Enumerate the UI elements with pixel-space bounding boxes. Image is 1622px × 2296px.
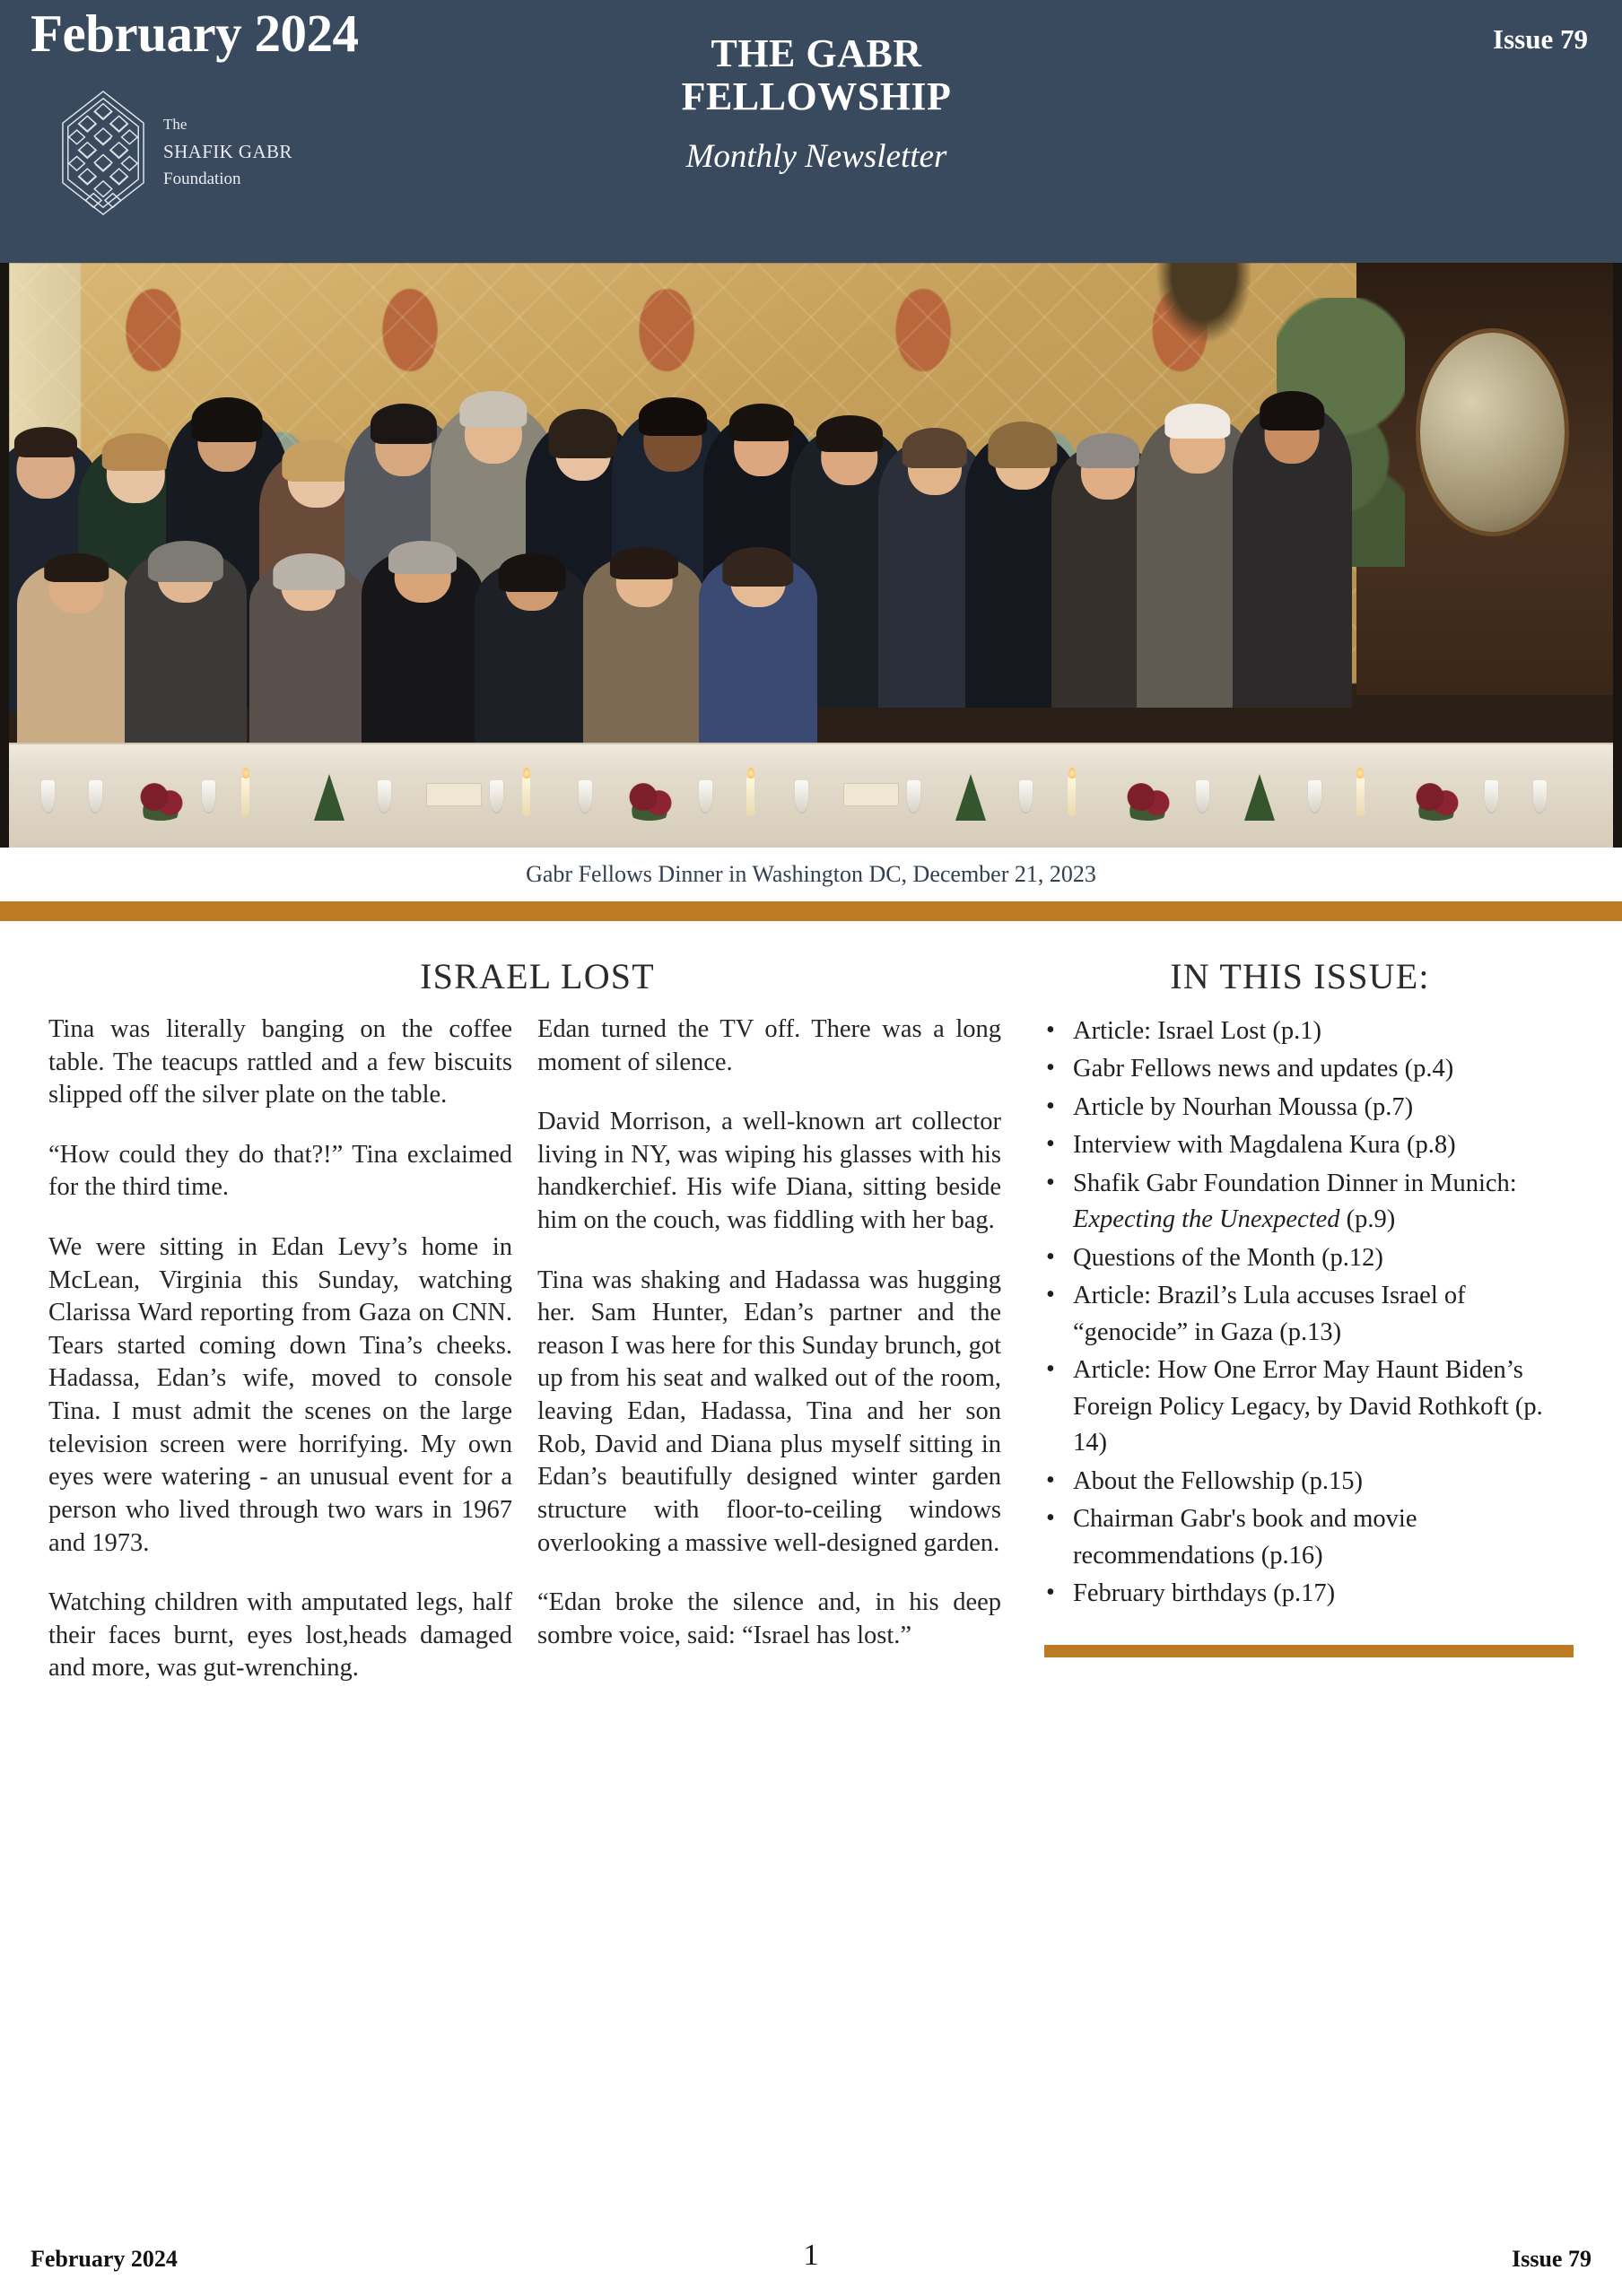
banquet-table	[9, 743, 1613, 848]
hexagonal-lattice-logo-icon	[54, 88, 153, 218]
paragraph: “Edan broke the silence and, in his deep sombre voice, said: “Israel has lost.”	[537, 1588, 1001, 1649]
attendee-standing	[1233, 404, 1351, 708]
list-item[interactable]: • Article by Nourhan Moussa (p.7)	[1035, 1090, 1574, 1126]
paragraph: Tina was shaking and Hadassa was hugging her. Sam Hunter, Edan’s partner and the reason I was here for this Sunday brunch, got up from his seat and walked out of the room, leaving Edan, Hadassa, Tina and her son Rob, David and Diana plus myself sitting in Edan’s beautifully designed winter garden structure with floor-to-ceiling windows overlooking a massive well-designed garden.	[537, 1265, 1001, 1557]
list-item[interactable]: • Questions of the Month (p.12)	[1035, 1240, 1574, 1276]
paragraph: We were sitting in Edan Levy’s home in McLean, Virginia this Sunday, watching Clarissa Ward reporting from Gaza on CNN. Tears started coming down Tina’s cheeks. Hadassa, Edan’s wife, moved to console Tina. I must admit the scenes on the large television screen were horrifying. My own eyes were watering - an unusual event for a person who lived through two wars in 1967 and 1973.	[48, 1233, 512, 1557]
footer-page-number: 1	[803, 2239, 819, 2272]
list-item-pre: Shafik Gabr Foundation Dinner in Munich:	[1073, 1169, 1517, 1197]
paragraph: Tina was literally banging on the coffee table. The teacups rattled and a few biscuits slipped off the silver plate on the table.	[48, 1015, 512, 1109]
list-item[interactable]: • Chairman Gabr's book and movie recommendations (p.16)	[1035, 1501, 1574, 1574]
list-item-post: (p.9)	[1339, 1205, 1396, 1234]
foundation-logo	[54, 88, 292, 218]
paragraph: David Morrison, a well-known art collector living in NY, was wiping his glasses with his handkerchief. His wife Diana, sitting beside him on the couch, was fiddling with her bag.	[537, 1108, 1001, 1235]
list-item-italic-title: Expecting the Unexpected	[1073, 1205, 1340, 1234]
paragraph: “How could they do that?!” Tina exclaimed for the third time.	[48, 1140, 512, 1202]
list-item[interactable]: • Article: Brazil’s Lula accuses Israel of “genocide” in Gaza (p.13)	[1035, 1278, 1574, 1351]
masthead	[0, 0, 1622, 263]
list-item[interactable]: • Gabr Fellows news and updates (p.4)	[1035, 1051, 1574, 1087]
hero-photo	[0, 263, 1622, 848]
table-of-contents-list	[1035, 1013, 1574, 1613]
list-item[interactable]	[1035, 1166, 1574, 1239]
gold-accent-rule	[1044, 1645, 1574, 1657]
article-headline: ISRAEL LOST	[420, 956, 655, 996]
attendee-seated	[362, 550, 484, 754]
attendee-seated	[583, 555, 705, 754]
list-item[interactable]: • February birthdays (p.17)	[1035, 1576, 1574, 1612]
footer-date: February 2024	[31, 2246, 178, 2272]
paragraph: Edan turned the TV off. There was a long moment of silence.	[537, 1015, 1001, 1076]
masthead-title-block	[583, 32, 1050, 176]
list-item[interactable]: • Article: Israel Lost (p.1)	[1035, 1013, 1574, 1049]
list-item[interactable]: • Interview with Magdalena Kura (p.8)	[1035, 1127, 1574, 1163]
article-column-2	[537, 1013, 1026, 1652]
list-item[interactable]: • About the Fellowship (p.15)	[1035, 1464, 1574, 1500]
attendee-seated	[475, 561, 590, 754]
gold-divider-rule	[0, 901, 1622, 921]
hero-caption: Gabr Fellows Dinner in Washington DC, December 21, 2023	[0, 848, 1622, 901]
masthead-subtitle: Monthly Newsletter	[685, 138, 947, 176]
masthead-title-line2: FELLOWSHIP	[681, 74, 952, 118]
attendee-seated	[125, 550, 247, 754]
paragraph: Watching children with amputated legs, half their faces burnt, eyes lost,heads damaged and more, was gut-wrenching.	[48, 1588, 512, 1683]
page-footer	[0, 2239, 1622, 2273]
hero-photo-image	[9, 263, 1613, 848]
masthead-date: February 2024	[31, 4, 359, 63]
masthead-title-line1: THE GABR	[711, 31, 922, 75]
logo-line-the: The	[163, 116, 187, 134]
masthead-issue-number: Issue 79	[1493, 23, 1588, 55]
attendee-seated	[249, 561, 368, 754]
in-this-issue-column	[1026, 1013, 1574, 1657]
section-headings	[48, 955, 1574, 997]
foundation-logo-wordmark	[163, 113, 292, 192]
list-item[interactable]: • Article: How One Error May Haunt Biden’s Foreign Policy Legacy, by David Rothkoft (p. 14)	[1035, 1352, 1574, 1461]
logo-line-shafik-gabr: SHAFIK GABR	[163, 140, 292, 162]
in-this-issue-heading: IN THIS ISSUE:	[1170, 956, 1430, 996]
logo-line-foundation: Foundation	[163, 170, 241, 189]
footer-issue: Issue 79	[1512, 2246, 1591, 2272]
attendee-seated	[699, 555, 817, 754]
article-column-1	[48, 1013, 537, 1685]
attendee-seated	[17, 561, 135, 754]
page-content	[0, 921, 1622, 1685]
three-column-layout	[48, 1013, 1574, 1685]
